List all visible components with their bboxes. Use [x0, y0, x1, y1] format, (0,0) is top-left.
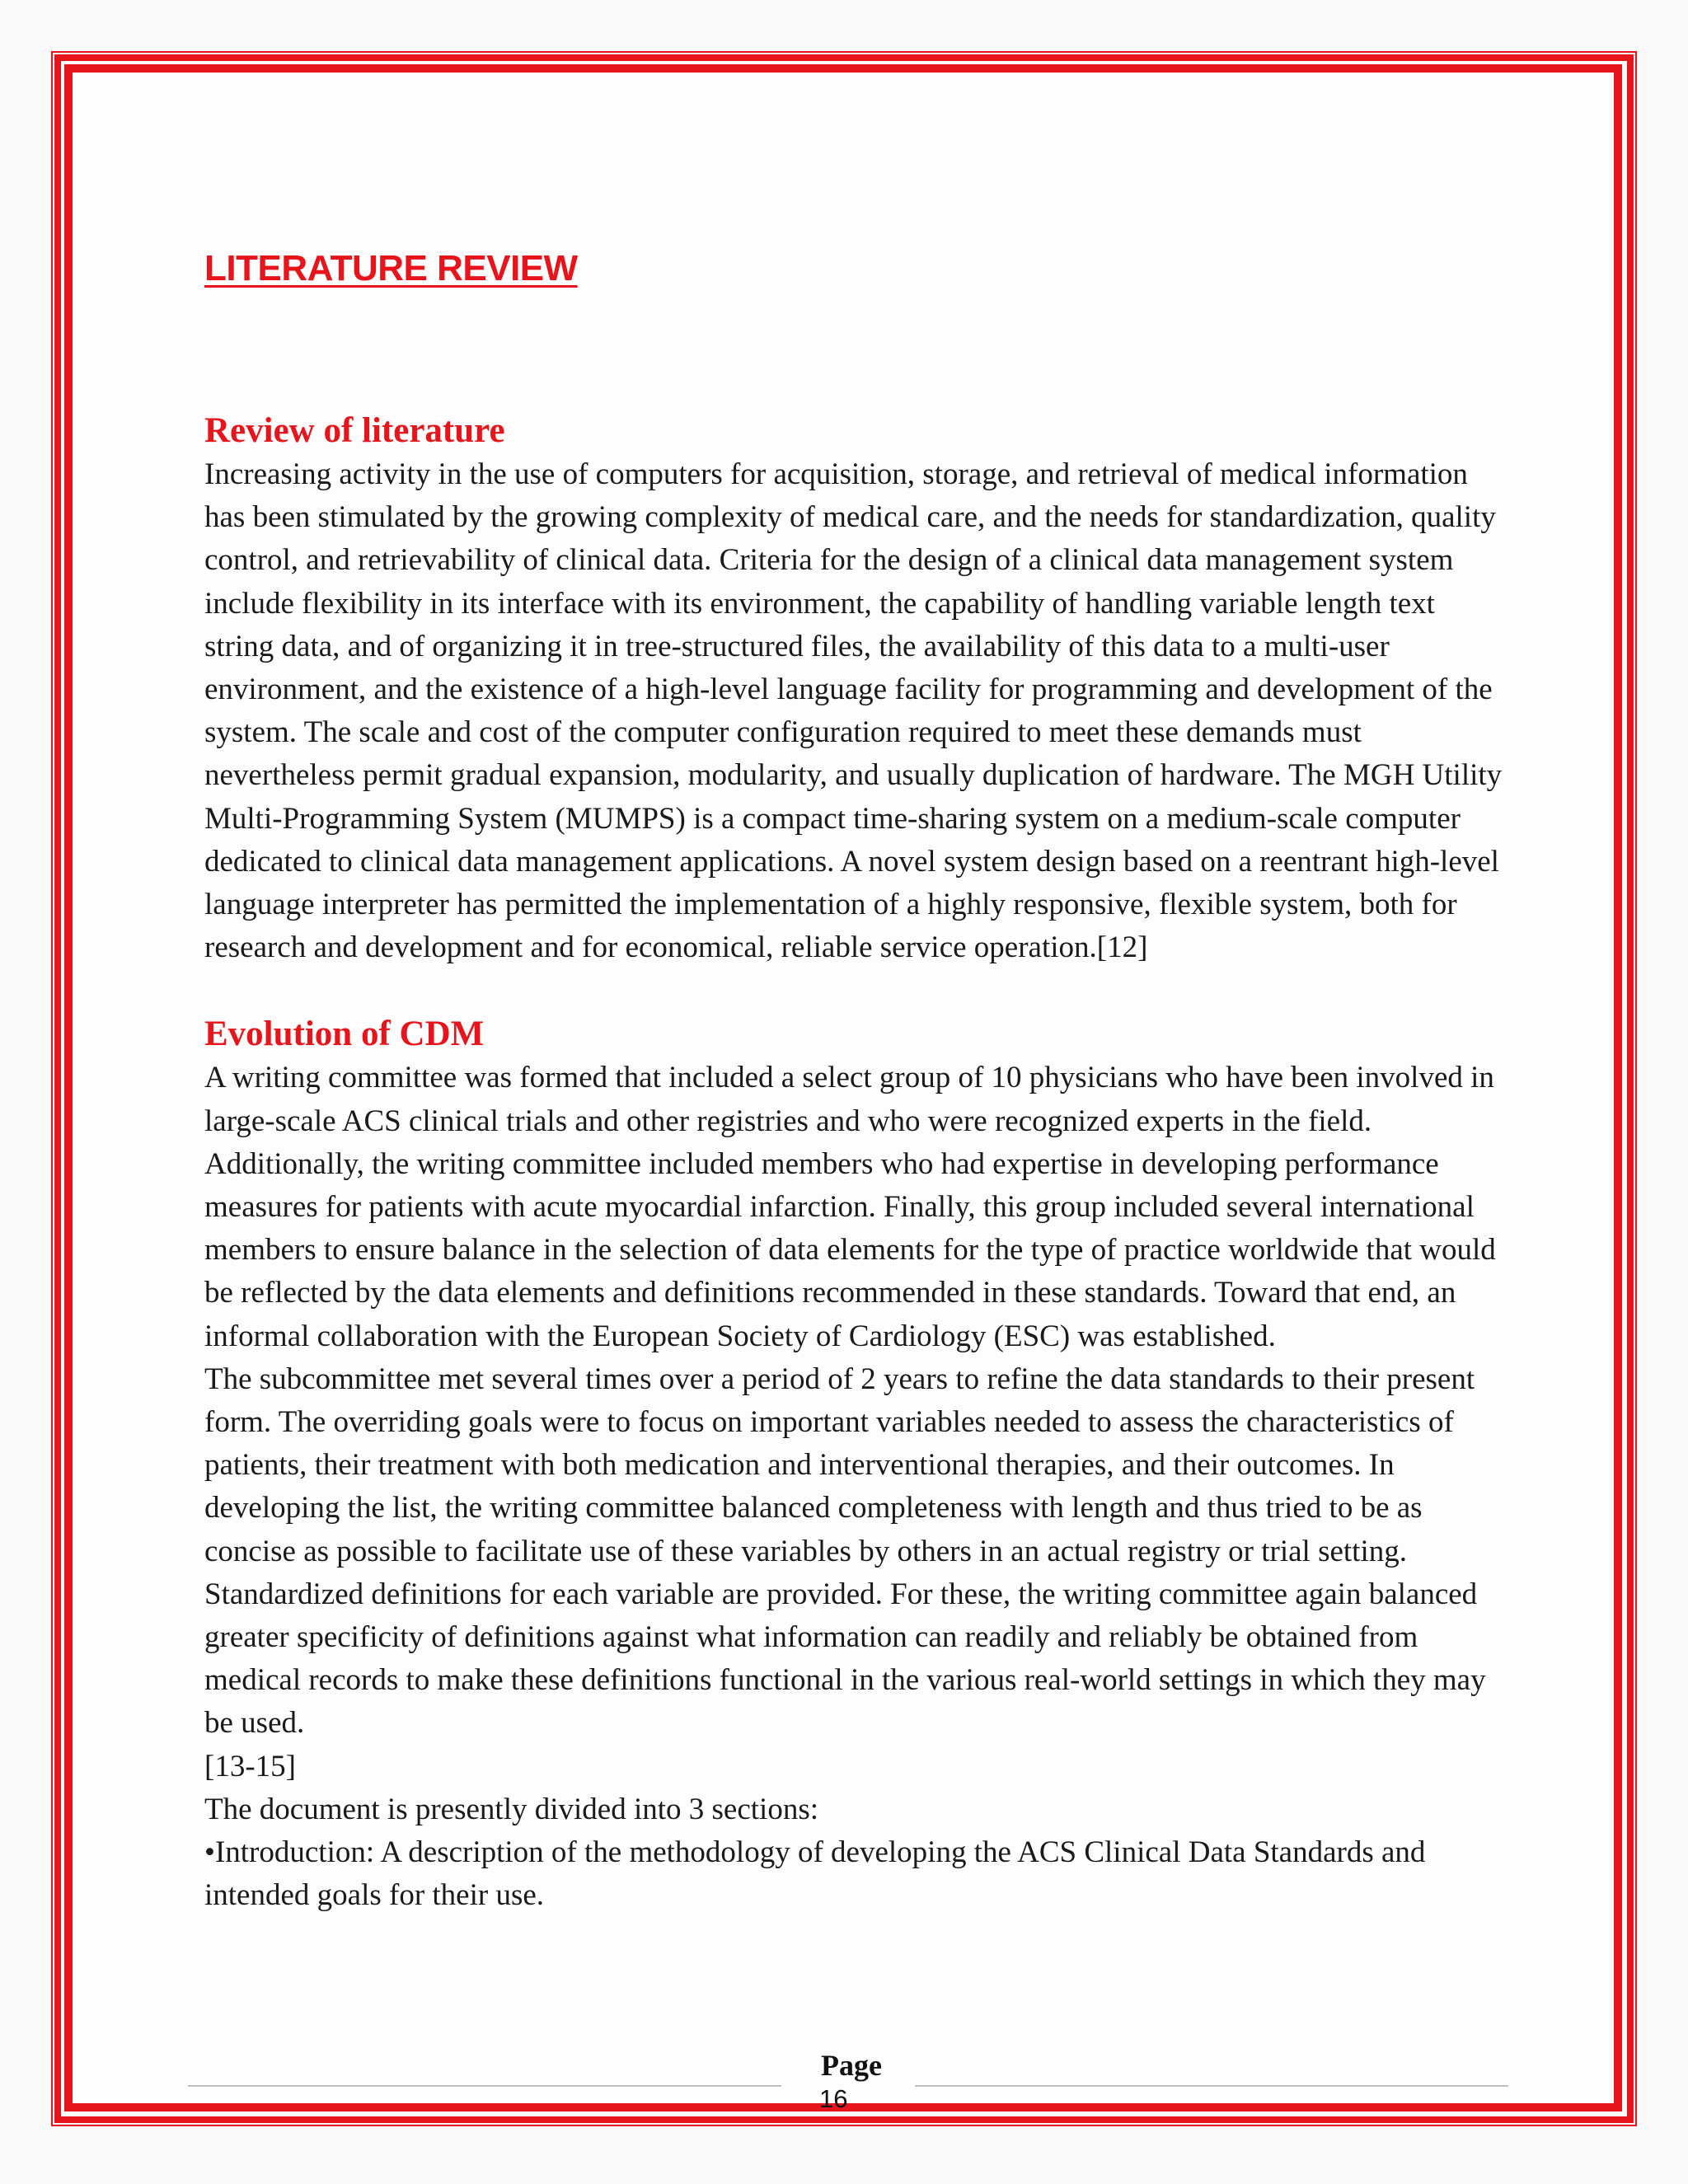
paragraph: The subcommittee met several times over a period of 2 years to refine the data standards to their present form. The overriding goals were to focus on important variables needed to assess the characteristics of patients, their treatment with both medication and interventional therapies, and their outcomes. In developing the list, the writing committee balanced completeness with length and thus tried to be as concise as possible to facilitate use of these variables by others in an actual registry or trial setting. Standardized definitions for each variable are provided. For these, the writing committee again balanced greater specificity of definitions against what information can readily and reliably be obtained from medical records to make these definitions functional in the various real-world settings in which they may be used. [204, 1361, 1486, 1741]
citation: [13-15] [204, 1749, 296, 1783]
section-heading: Review of literature [204, 411, 505, 450]
paragraph: The document is presently divided into 3 sections: [204, 1792, 819, 1826]
section-evolution-of-cdm [204, 1012, 1507, 1917]
page-number: 16 [819, 2084, 848, 2113]
page-title: LITERATURE REVIEW [204, 248, 578, 288]
page-content [204, 244, 1507, 1918]
paragraph: Increasing activity in the use of computers for acquisition, storage, and retrieval of medical information has been stimulated by the growing complexity of medical care, and the needs for standardization, quality control, and retrievability of clinical data. Criteria for the design of a clinical data management system include flexibility in its interface with its environment, the capability of handling variable length text string data, and of organizing it in tree-structured files, the availability of this data to a multi-user environment, and the existence of a high-level language facility for programming and development of the system. The scale and cost of the computer configuration required to meet these demands must nevertheless permit gradual expansion, modularity, and usually duplication of hardware. The MGH Utility Multi-Programming System (MUMPS) is a compact time-sharing system on a medium-scale computer dedicated to clinical data management applications. A novel system design based on a reentrant high-level language interpreter has permitted the implementation of a highly responsive, flexible system, both for research and development and for economical, reliable service operation.[12] [204, 457, 1503, 965]
footer-rule-right [915, 2085, 1508, 2087]
page-label: Page [821, 2049, 882, 2082]
footer-rule-left [188, 2085, 781, 2087]
section-heading: Evolution of CDM [204, 1015, 485, 1054]
paragraph: A writing committee was formed that included a select group of 10 physicians who have been involved in large-scale ACS clinical trials and other registries and who were recognized experts in the field. Additionally, the writing committee included members who had expertise in developing performance measures for patients with acute myocardial infarction. Finally, this group included several international members to ensure balance in the selection of data elements for the type of practice worldwide that would be reflected by the data elements and definitions recommended in these standards. Toward that end, an informal collaboration with the European Society of Cardiology (ESC) was established. [204, 1061, 1496, 1353]
section-review-of-literature [204, 409, 1507, 969]
bullet-item: •Introduction: A description of the methodology of developing the ACS Clinical Data Standards and intended goals for their use. [204, 1835, 1426, 1913]
page-footer [188, 2046, 1508, 2111]
